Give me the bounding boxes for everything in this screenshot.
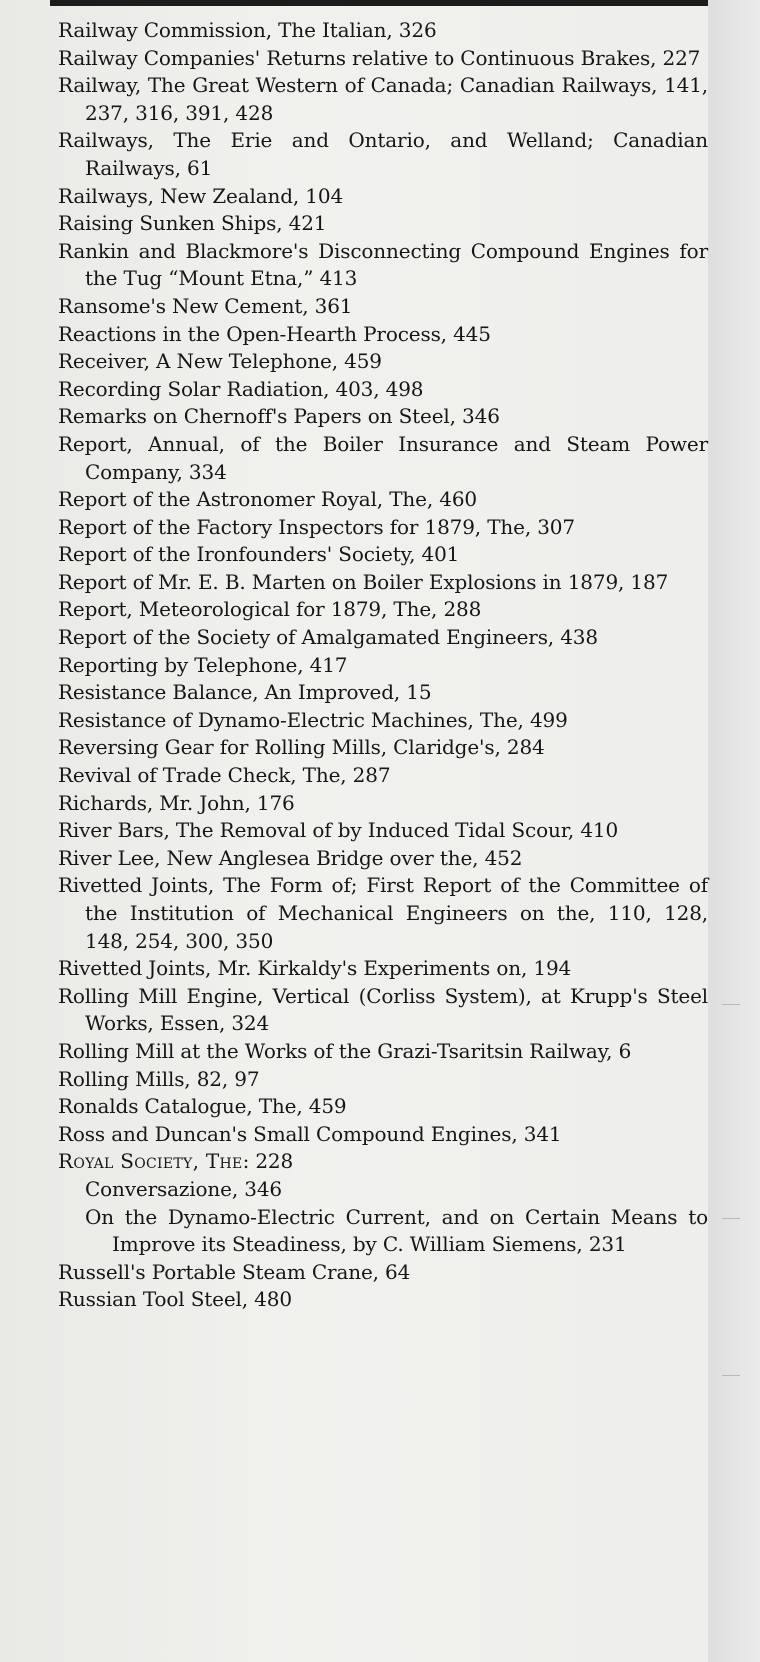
index-entry: Raising Sunken Ships, 421 (58, 211, 327, 236)
entries-before (58, 17, 708, 1148)
index-entry: Report, Annual, of the Boiler Insurance and Steam Power Company, 334 (58, 431, 708, 484)
index-entry: Report of the Factory Inspectors for 1879, The, 307 (58, 514, 575, 539)
index-entry: Rivetted Joints, Mr. Kirkaldy's Experiments on, 194 (58, 956, 572, 981)
index-entry: Rolling Mills, 82, 97 (58, 1066, 260, 1091)
index-entry: Russian Tool Steel, 480 (58, 1287, 292, 1312)
index-entry: Revival of Trade Check, The, 287 (58, 763, 391, 788)
index-entry: Russell's Portable Steam Crane, 64 (58, 1259, 411, 1284)
royal-society-subentry: On the Dynamo-Electric Current, and on Certain Means to Improve its Steadiness, by C. William Siemens, 231 (85, 1204, 708, 1257)
index-entry: Ronalds Catalogue, The, 459 (58, 1094, 347, 1119)
index-entry: Receiver, A New Telephone, 459 (58, 349, 382, 374)
edge-mark (722, 1004, 740, 1005)
index-entry: Richards, Mr. John, 176 (58, 790, 295, 815)
royal-society-heading (58, 1148, 708, 1176)
index-entry: Railways, New Zealand, 104 (58, 183, 344, 208)
index-entry: Report of the Astronomer Royal, The, 460 (58, 487, 477, 512)
adjacent-column-edge (708, 0, 760, 1662)
top-rule (50, 0, 710, 6)
index-entry: Report of the Ironfounders' Society, 401 (58, 542, 460, 567)
index-entry: Reversing Gear for Rolling Mills, Claridge's, 284 (58, 735, 545, 760)
index-entry: Rivetted Joints, The Form of; First Report of the Committee of the Institution of Mechanical Engineers on the, 110, 128, 148, 254, 300, 350 (58, 873, 708, 953)
index-entry: Railway, The Great Western of Canada; Canadian Railways, 141, 237, 316, 391, 428 (58, 73, 708, 125)
index-entry: Report of Mr. E. B. Marten on Boiler Explosions in 1879, 187 (58, 569, 669, 594)
index-entry: Resistance of Dynamo-Electric Machines, The, 499 (58, 707, 568, 732)
royal-society-group (58, 1148, 708, 1258)
index-entry: Ransome's New Cement, 361 (58, 293, 353, 318)
index-entry: Rolling Mill Engine, Vertical (Corliss System), at Krupp's Steel Works, Essen, 324 (58, 983, 708, 1036)
edge-mark (722, 1218, 740, 1219)
index-entry: Reporting by Telephone, 417 (58, 652, 348, 677)
index-entry: Report, Meteorological for 1879, The, 288 (58, 597, 482, 622)
royal-society-subentry: Conversazione, 346 (85, 1176, 282, 1201)
index-entry: Railways, The Erie and Ontario, and Welland; Canadian Railways, 61 (58, 128, 708, 180)
index-entry: Rankin and Blackmore's Disconnecting Compound Engines for the Tug “Mount Etna,” 413 (58, 238, 708, 291)
royal-society-pages: : 228 (242, 1149, 294, 1174)
index-entry: Reactions in the Open-Hearth Process, 445 (58, 321, 491, 346)
index-entry: Recording Solar Radiation, 403, 498 (58, 376, 424, 401)
index-entry: Railway Commission, The Italian, 326 (58, 18, 437, 42)
index-entry: Railway Companies' Returns relative to Continuous Brakes, 227 (58, 45, 701, 70)
index-entry: Rolling Mill at the Works of the Grazi-Tsaritsin Railway, 6 (58, 1038, 632, 1063)
edge-mark (722, 1375, 740, 1376)
index-entry: Remarks on Chernoff's Papers on Steel, 346 (58, 404, 500, 429)
index-entry: Resistance Balance, An Improved, 15 (58, 680, 432, 705)
index-column (58, 17, 708, 1314)
index-entry: Ross and Duncan's Small Compound Engines, 341 (58, 1121, 562, 1146)
index-entry: River Lee, New Anglesea Bridge over the, 452 (58, 845, 523, 870)
entries-after (58, 1259, 708, 1314)
index-entry: Report of the Society of Amalgamated Engineers, 438 (58, 625, 598, 650)
index-entry: River Bars, The Removal of by Induced Tidal Scour, 410 (58, 818, 619, 843)
royal-society-title: Royal Society, The (58, 1149, 243, 1174)
